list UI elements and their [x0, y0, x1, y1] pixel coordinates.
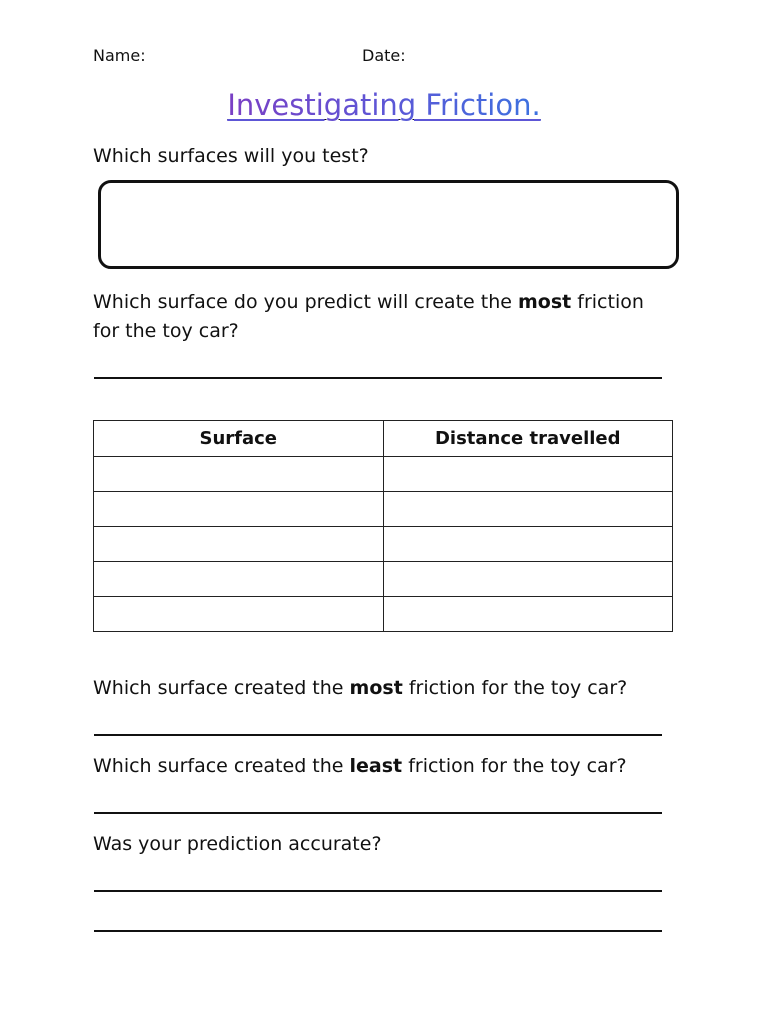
surface-cell[interactable] [94, 597, 384, 632]
table-row [94, 492, 673, 527]
accuracy-answer-line-2[interactable] [94, 930, 662, 932]
question-least-emphasis: least [349, 755, 403, 777]
question-prediction [93, 288, 693, 346]
question-most-part2: friction for the toy car? [402, 677, 628, 699]
distance-cell[interactable] [383, 562, 673, 597]
distance-cell[interactable] [383, 492, 673, 527]
date-label: Date: [362, 46, 406, 65]
distance-cell[interactable] [383, 527, 673, 562]
surface-cell[interactable] [94, 562, 384, 597]
surface-cell[interactable] [94, 527, 384, 562]
surface-cell[interactable] [94, 457, 384, 492]
question-prediction-part1: Which surface do you predict will create the [93, 291, 518, 313]
table-row [94, 527, 673, 562]
most-friction-answer-line[interactable] [94, 734, 662, 736]
surface-cell[interactable] [94, 492, 384, 527]
question-most-part1: Which surface created the [93, 677, 350, 699]
header-surface: Surface [94, 421, 384, 457]
surfaces-answer-box[interactable] [98, 180, 679, 269]
page-title-text: Investigating Friction. [227, 88, 541, 122]
results-table [93, 420, 673, 632]
table-row [94, 597, 673, 632]
question-surfaces: Which surfaces will you test? [93, 145, 369, 167]
accuracy-answer-line-1[interactable] [94, 890, 662, 892]
distance-cell[interactable] [383, 457, 673, 492]
name-label: Name: [93, 46, 146, 65]
header-distance: Distance travelled [383, 421, 673, 457]
table-row [94, 457, 673, 492]
question-least-part2: friction for the toy car? [402, 755, 627, 777]
question-least-friction [93, 752, 627, 781]
question-most-friction [93, 674, 627, 703]
least-friction-answer-line[interactable] [94, 812, 662, 814]
question-prediction-emphasis: most [517, 291, 572, 313]
question-least-part1: Which surface created the [93, 755, 350, 777]
distance-cell[interactable] [383, 597, 673, 632]
question-prediction-accurate: Was your prediction accurate? [93, 833, 382, 855]
prediction-answer-line[interactable] [94, 377, 662, 379]
table-header-row [94, 421, 673, 457]
question-most-emphasis: most [349, 677, 403, 699]
question-prediction-line2: for the toy car? [93, 320, 239, 342]
question-prediction-part2: friction [571, 291, 644, 313]
page-title [0, 88, 768, 122]
table-row [94, 562, 673, 597]
